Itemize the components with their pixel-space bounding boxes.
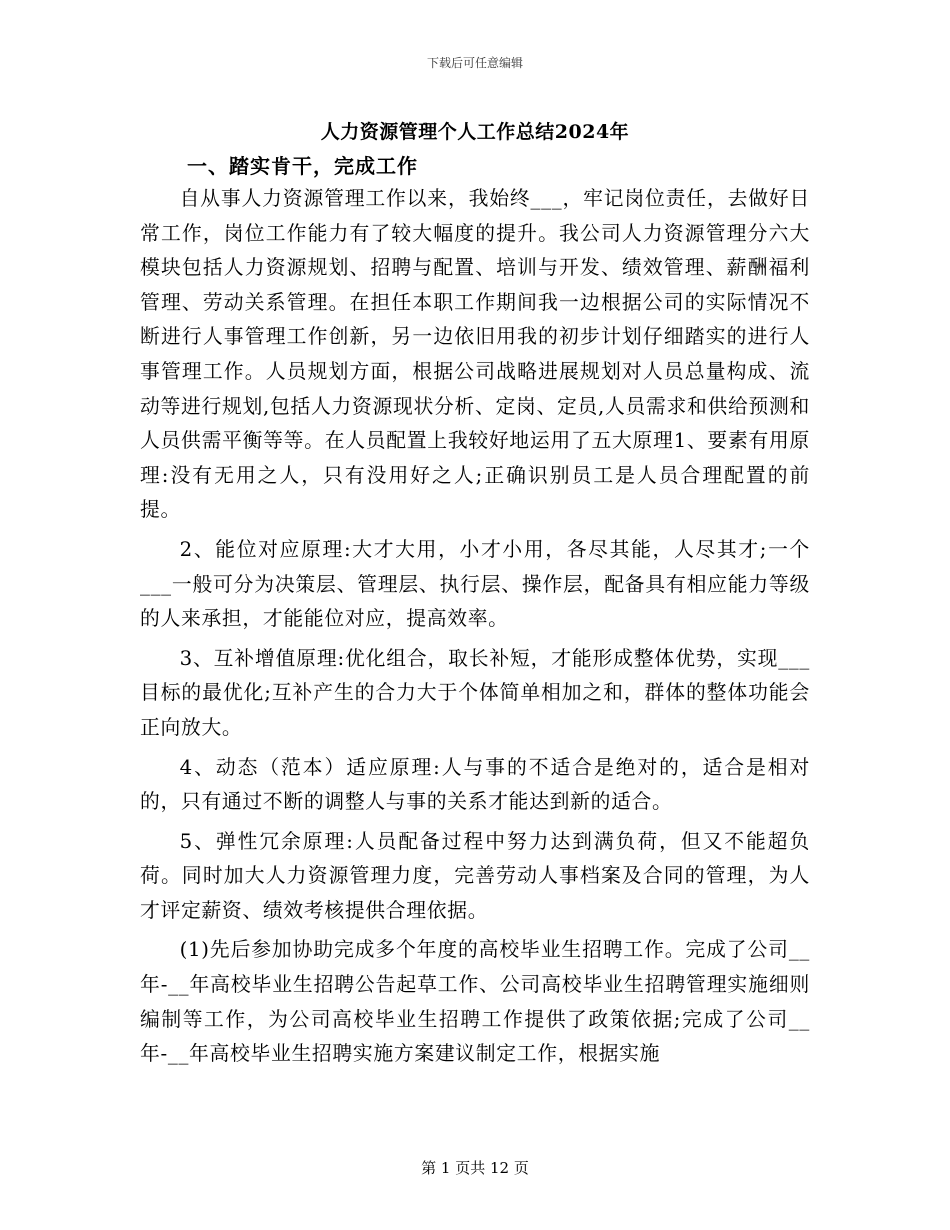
paragraph-item-1: (1)先后参加协助完成多个年度的高校毕业生招聘工作。完成了公司__年-__年高校毕业生招聘公告起草工作、公司高校毕业生招聘管理实施细则编制等工作，为公司高校毕业生招聘工作提供了政策依据;完成了公司__年-__年高校毕业生招聘实施方案建议制定工作，根据实施 [140, 938, 810, 1066]
page-number: 第 1 页共 12 页 [421, 1159, 529, 1177]
paragraph-principle-3: 3、互补增值原理:优化组合，取长补短，才能形成整体优势，实现___目标的最优化;互补产生的合力大于个体简单相加之和，群体的整体功能会正向放大。 [140, 646, 810, 739]
paragraph-principle-4: 4、动态（范本）适应原理:人与事的不适合是绝对的，适合是相对的，只有通过不断的调整人与事的关系才能达到新的适合。 [140, 755, 810, 814]
document-body [140, 182, 810, 1072]
document-title: 人力资源管理个人工作总结2024年 [320, 121, 630, 143]
section-heading: 一、踏实肯干，完成工作 [187, 154, 418, 178]
paragraph-principle-2: 2、能位对应原理:大才大用，小才小用，各尽其能，人尽其才;一个___一般可分为决策层、管理层、执行层、操作层，配备具有相应能力等级的人来承担，才能能位对应，提高效率。 [140, 537, 810, 631]
paragraph-principle-5: 5、弹性冗余原理:人员配备过程中努力达到满负荷，但又不能超负荷。同时加大人力资源管理力度，完善劳动人事档案及合同的管理，为人才评定薪资、绩效考核提供合理依据。 [140, 829, 810, 922]
paragraph-intro: 自从事人力资源管理工作以来，我始终___，牢记岗位责任，去做好日常工作，岗位工作能力有了较大幅度的提升。我公司人力资源管理分六大模块包括人力资源规划、招聘与配置、培训与开发、绩效管理、薪酬福利管理、劳动关系管理。在担任本职工作期间我一边根据公司的实际情况不断进行人事管理工作创新，另一边依旧用我的初步计划仔细踏实的进行人事管理工作。人员规划方面，根据公司战略进展规划对人员总量构成、流动等进行规划,包括人力资源现状分析、定岗、定员,人员需求和供给预测和人员供需平衡等等。在人员配置上我较好地运用了五大原理1、要素有用原理:没有无用之人，只有没用好之人;正确识别员工是人员合理配置的前提。 [140, 187, 810, 522]
header-note: 下载后可任意编辑 [426, 56, 523, 70]
